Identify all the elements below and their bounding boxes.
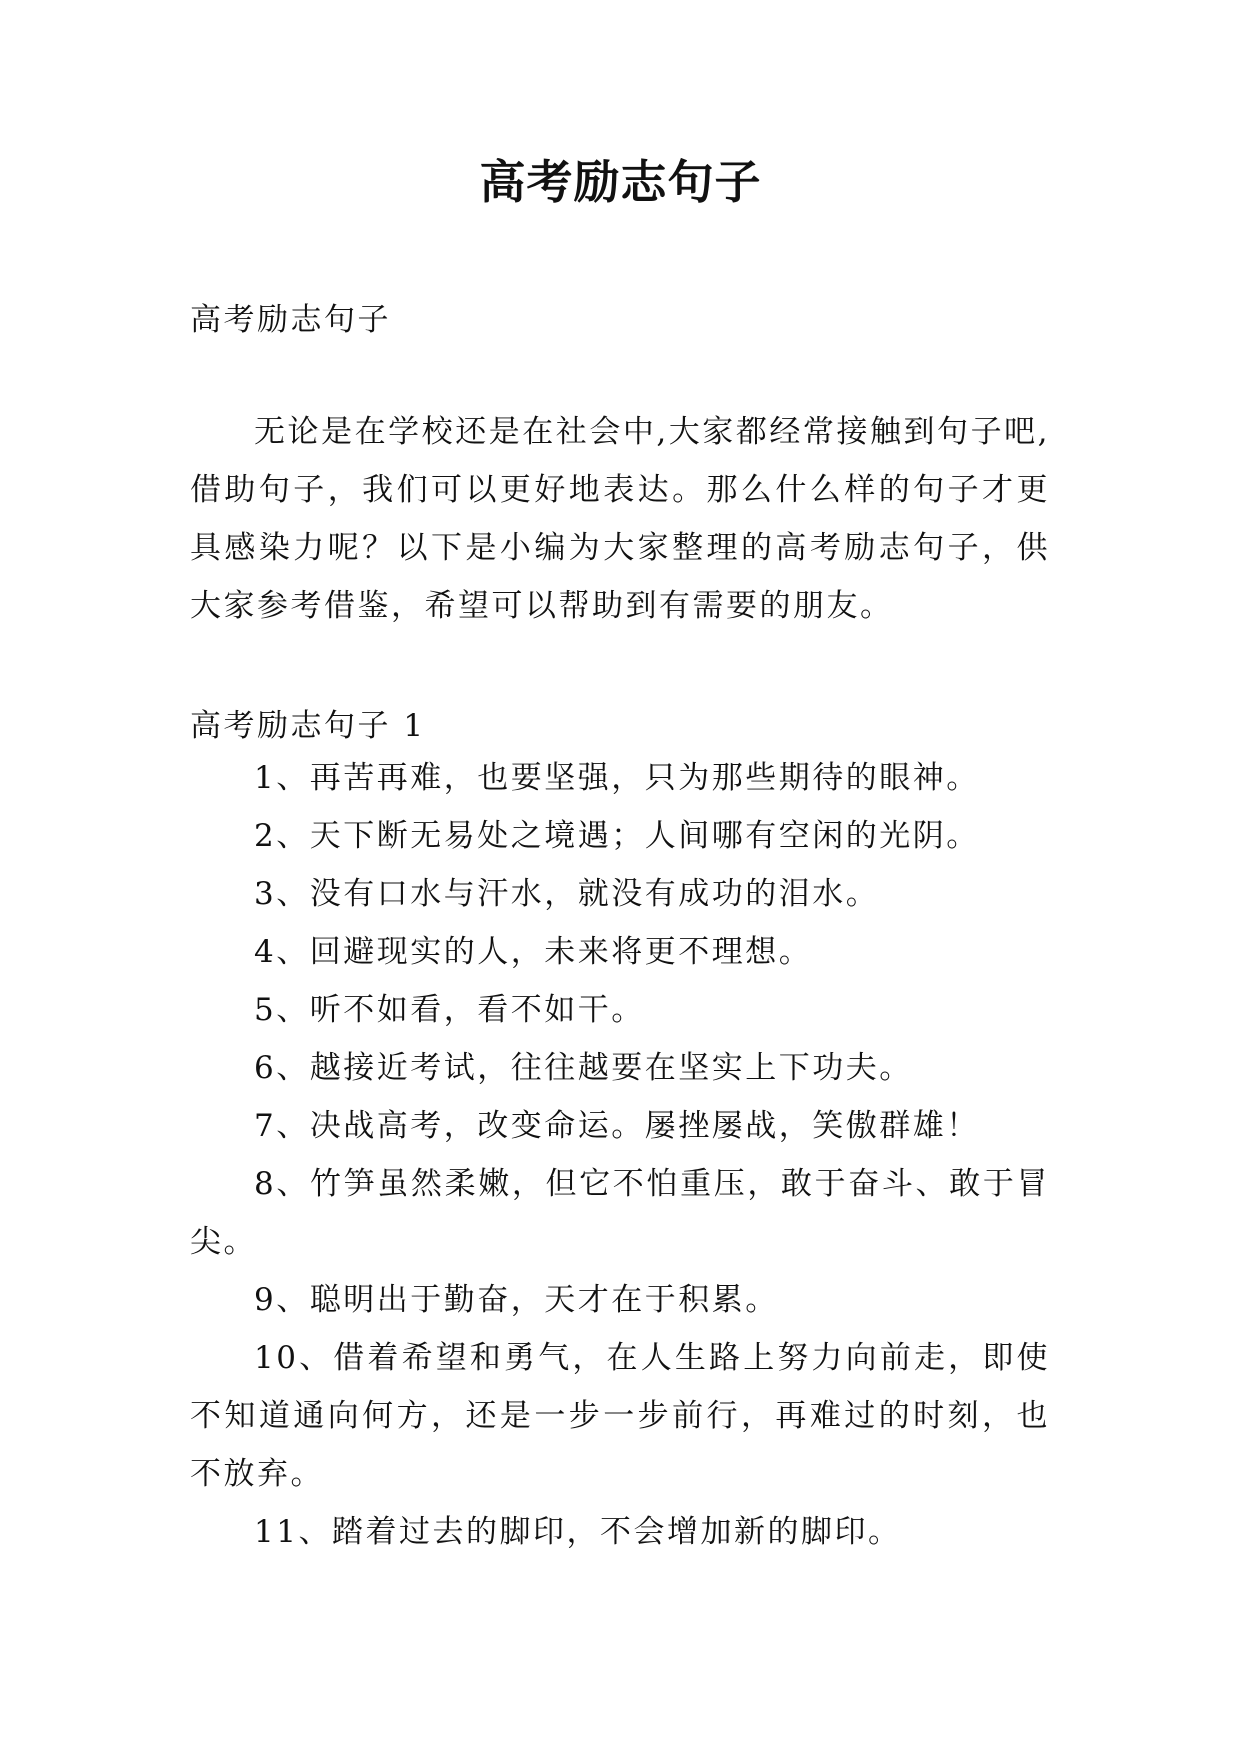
list-item: 9、聪明出于勤奋，天才在于积累。 [254,1282,779,1318]
document-title: 高考励志句子 [479,155,762,209]
intro-paragraph: 无论是在学校还是在社会中,大家都经常接触到句子吧,借助句子，我们可以更好地表达。那么什么样的句子才更具感染力呢？以下是小编为大家整理的高考励志句子，供大家参考借鉴，希望可以帮助到有需要的朋友。 [190,414,1050,624]
list-item: 2、天下断无易处之境遇；人间哪有空闲的光阴。 [254,818,980,854]
section-heading: 高考励志句子 1 [190,708,426,744]
list-item: 1、再苦再难，也要坚强，只为那些期待的眼神。 [254,760,980,796]
list-item: 5、听不如看，看不如干。 [254,992,645,1028]
list-item: 7、决战高考，改变命运。屡挫屡战，笑傲群雄！ [254,1108,980,1144]
list-item: 8、竹笋虽然柔嫩，但它不怕重压，敢于奋斗、敢于冒尖。 [190,1166,1050,1260]
document-subtitle: 高考励志句子 [190,302,391,338]
quote-list [190,749,1050,1561]
list-item: 11、踏着过去的脚印，不会增加新的脚印。 [254,1514,902,1550]
list-item: 6、越接近考试，往往越要在坚实上下功夫。 [254,1050,913,1086]
list-item: 3、没有口水与汗水，就没有成功的泪水。 [254,876,880,912]
list-item: 4、回避现实的人，未来将更不理想。 [254,934,813,970]
list-item: 10、借着希望和勇气，在人生路上努力向前走，即使不知道通向何方，还是一步一步前行，再难过的时刻，也不放弃。 [190,1340,1050,1492]
